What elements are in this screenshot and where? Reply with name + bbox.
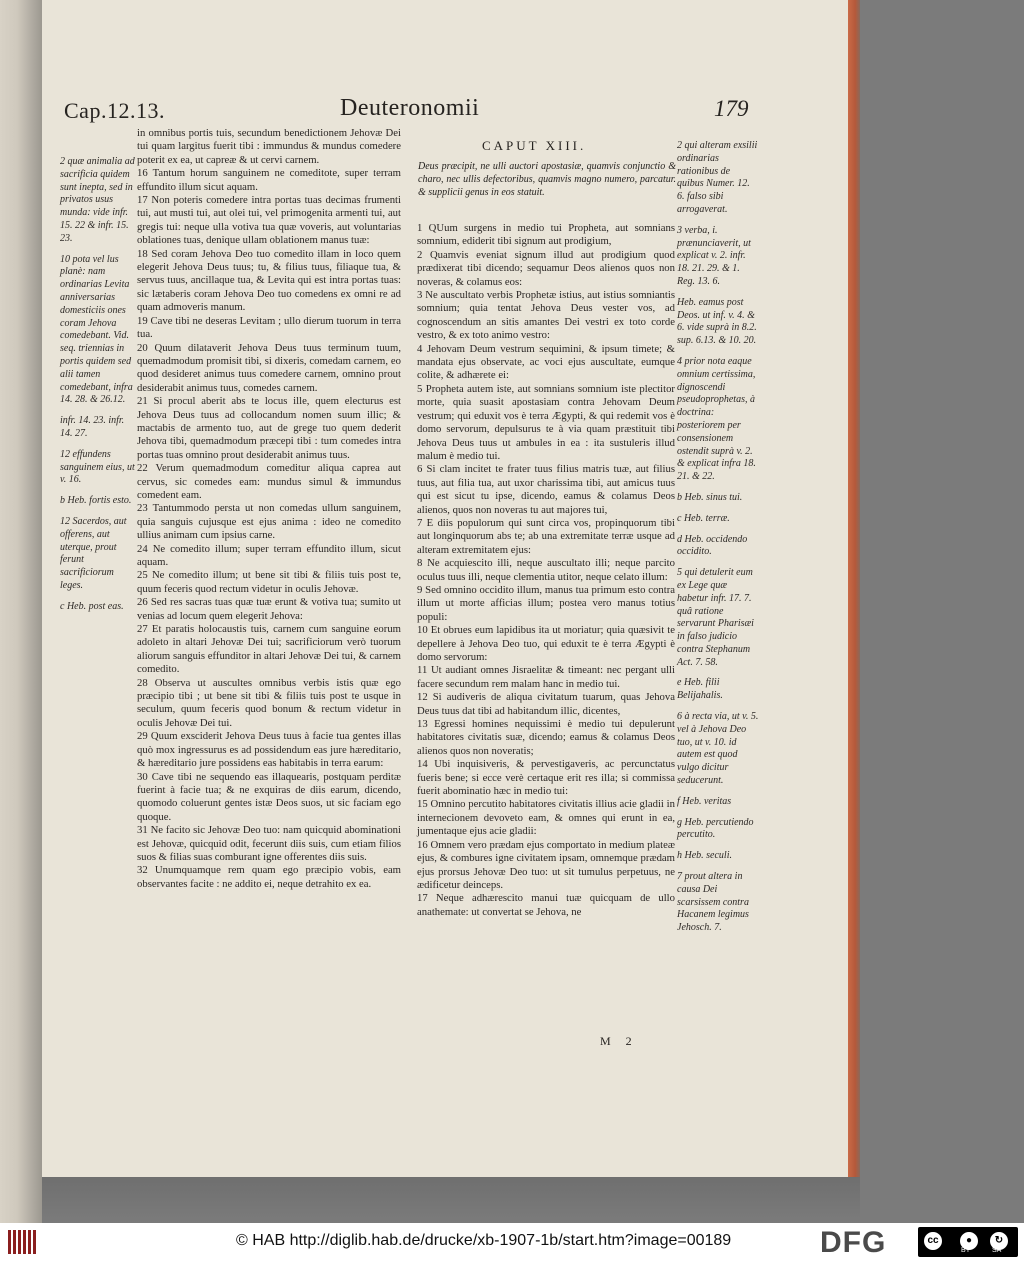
verse-paragraph: 24 Ne comedito illum; super terram effundito illum, sicut aquam. [137,542,401,568]
verse-paragraph: 12 Si audiveris de aliqua civitatum tuarum, quas Jehova Deus tuus dat tibi ad habitandum illic, dicentes, [417,691,675,717]
verse-paragraph: 32 Unumquamque rem quam ego præcipio vobis, eam observantes facite : ne addito ei, neque detrahito ex ea. [137,864,401,890]
verse-paragraph: 9 Sed omnino occidito illum, manus tua primum esto contra illum ut morte afficias illum; postea vero manus totius populi: [417,583,675,623]
sa-label: SA [992,1247,1002,1254]
scan-shadow [42,1177,860,1223]
verse-paragraph: 25 Ne comedito illum; ut bene sit tibi & filiis tuis post te, quum feceris quod rectum videtur in oculis Jehovæ. [137,569,401,595]
cc-icon: cc [922,1230,944,1252]
verse-paragraph: in omnibus portis tuis, secundum benedictionem Jehovæ Dei tui quam largitus fuerit tibi : immundus & mundus comedere poterit ex ea, ut capreæ & ut cervi carnem. [137,127,401,166]
chapter-summary: Deus præcipit, ne ulli auctori apostasiæ, quamvis conjunctio & charo, nec ullis defectoribus, quamvis magno numero, parcatur. & supplicii genus in eos statuit. [418,161,676,198]
verse-paragraph: 20 Quum dilataverit Jehova Deus tuus terminum tuum, quemadmodum promisit tibi, si dixeris, comedam carnem, eo quod desideret animus tuus comedere carnem, omnino prout desiderabit animus tuus, comedes carnem. [137,341,401,394]
margin-note: h Heb. seculi. [677,850,732,862]
margin-note: 10 pota vel lus planè: nam ordinarias Levita anniversarias domesticiis ones coram Jehova comedebant. Vid. seq. triennias in portis quidem sed alii tamen comedebant, infra 14. 28. & 26.12. [60,253,133,406]
verse-paragraph: 11 Ut audiant omnes Jisraelitæ & timeant: nec pergant ulli facere secundum rem malam hanc in medio tui. [417,664,675,690]
hab-logo-icon [6,1227,40,1257]
copyright-link[interactable]: © HAB http://diglib.hab.de/drucke/xb-1907-1b/start.htm?image=00189 [236,1232,732,1249]
right-margin-notes [677,140,759,943]
share-alike-icon: ↻ [988,1230,1010,1252]
margin-note: 2 qui alteram exsilii ordinarias rationibus de quibus Numer. 12. 6. falso sibi arrogaverat. [677,140,758,215]
verse-paragraph: 15 Omnino percutito habitatores civitatis illius acie gladii in internecionem devoveto eam, & omnes qui erunt in ea, jumentaque ejus acie gladii: [417,798,675,838]
verse-paragraph: 17 Neque adhærescito manui tuæ quicquam de ullo anathemate: ut convertat se Jehova, ne [417,892,675,918]
verse-paragraph: 26 Sed res sacras tuas quæ tuæ erunt & votiva tua; sumito ut venias ad locum quem elegerit Jehova: [137,596,401,622]
verse-paragraph: 22 Verum quemadmodum comeditur aliqua caprea aut cervus, sic comedes eam: mundus simul & immundus comedent eam. [137,462,401,501]
verse-paragraph: 29 Quum exsciderit Jehova Deus tuus à facie tua gentes illas quò mox ingressurus es ad possidendum eas jure hæreditario, & hæreditario jure possidens eas habitabis in terra earum: [137,730,401,770]
margin-note: 12 Sacerdos, aut offerens, aut uterque, prout ferunt sacrificiorum leges. [60,515,127,591]
signature-mark: M 2 [600,1034,638,1048]
verse-paragraph: 8 Ne acquiescito illi, neque auscultato illi; neque parcito oculus tuus illi, neque clementia utitor, neque celato illum: [417,557,675,583]
verse-paragraph: 7 E diis populorum qui sunt circa vos, propinquorum tibi aut longinquorum abs te; ab una extremitate terræ usque ad alteram extremitatem ejus: [417,516,675,556]
running-head-chapter: Cap.12.13. [64,98,165,123]
margin-note: 12 effundens sanguinem eius, ut v. 16. [60,448,135,486]
margin-note: 6 à recta via, ut v. 5. vel à Jehova Deo tuo, ut v. 10. id autem est quod vulgo dicitur seducerunt. [677,711,759,787]
verse-paragraph: 6 Si clam incitet te frater tuus filius matris tuæ, aut filius tuus, aut filia tua, aut uxor charissima tibi, aut amicus tuus qui est sicut tu ipse, dicendo, eamus & colamus Deos alienos, quos non noveras tu aut majores tui, [417,463,675,516]
margin-note: 2 quæ animalia ad sacrificia quidem sunt inepta, sed in privatos usus munda: vide infr. 15. 22 & infr. 15. 23. [60,156,135,244]
dfg-logo: DFG [820,1226,887,1259]
verse-paragraph: 30 Cave tibi ne sequendo eas illaquearis, postquam perditæ fuerint à facie tua; & ne exquiras de diis earum, dicendo, quomodo coluerunt gentes istæ Deos suos, ut sic faciam ego quoque. [137,770,401,823]
margin-note: b Heb. fortis esto. [60,495,132,507]
margin-note: 7 prout altera in causa Dei scarsissem contra Hacanem legimus Jehosch. 7. [677,871,749,934]
margin-note: e Heb. filii Belijahalis. [677,677,723,702]
verse-paragraph: 10 Et obrues eum lapidibus ita ut moriatur; quia quæsivit te depellere à Jehova Deo tuo, qui eduxit te è terra Ægypti è domo servorum: [417,624,675,663]
margin-note: c Heb. post eas. [60,600,124,612]
margin-note: 3 verba, i. prænunciaverit, ut explicat v. 2. infr. 18. 21. 29. & 1. Reg. 13. 6. [677,224,751,287]
by-label: BY [961,1247,971,1254]
verse-paragraph: 31 Ne facito sic Jehovæ Deo tuo: nam quicquid abominationi est Jehovæ, quicquid odit, fecerunt diis suis, cum etiam filios suos & filias suas comburant igne offerentes diis suis. [137,824,401,863]
verse-paragraph: 4 Jehovam Deum vestrum sequimini, & ipsum timete; & mandata ejus observate, ac voci ejus auscultate, eumque colite, & adhærete ei: [417,342,675,382]
verse-paragraph: 28 Observa ut auscultes omnibus verbis istis quæ ego præcipio tibi ; ut bene sit tibi & filiis tuis post te usque in seculum, quum feceris quod bonum & rectum videtur in oculis Jehovæ Dei tui. [137,676,401,729]
verse-paragraph: 3 Ne auscultato verbis Prophetæ istius, aut istius somniantis somnium; quia tentat Jehova Deus vester vos, ad cognoscendum an sitis amantes Dei vestri ex toto corde vestro, & ex toto animo vestro: [417,289,675,342]
verse-paragraph: 16 Omnem vero prædam ejus comportato in medium plateæ ejus, & combures igne civitatem ipsam, omnemque prædam ejus prorsus Jehovæ Deo tuo: ut sit tumulus perpetuus, ne ædificetur deinceps. [417,838,675,891]
verse-paragraph: 5 Propheta autem iste, aut somnians somnium iste plectitor morte, quia suasit apostasiam contra Jehovam Deum vestrum; qui eduxit vos è terra Ægypti, & qui redemit vos è domo servorum, depulsurus te à via quam præstituit tibi Jehova Deus tuus ut ambules in ea : ita sustuleris illud malum è medio tui. [417,382,675,462]
verse-paragraph: 13 Egressi homines nequissimi è medio tui depulerunt habitatores civitatis suæ, dicendo; eamus & colamus Deos alienos quos non noveratis; [417,718,675,757]
left-text-column [137,127,401,891]
verse-paragraph: 1 QUum surgens in medio tui Propheta, aut somnians somnium, ediderit tibi signum aut prodigium, [417,222,675,248]
verse-paragraph: 2 Quamvis eveniat signum illud aut prodigium quod prædixerat tibi dicendo; sequamur Deos alienos quos non noveras, & colamus eos: [417,248,675,288]
left-margin-notes [60,156,136,622]
margin-note: 4 prior nota eaque omnium certissima, dignoscendi pseudoprophetas, à doctrina: posteriorem per consensionem ostendit suprà v. 2. & explicat infra 18. 21. & 22. [677,355,756,483]
margin-note: c Heb. terræ. [677,512,730,524]
verse-paragraph: 23 Tantummodo persta ut non comedas ullum sanguinem, quia sanguis cujusque est ejus anima : ideo ne comedito ullius animam cum ipsius carne. [137,502,401,542]
by-person-icon: ● [958,1230,980,1252]
page-edge-trim [848,0,860,1177]
cc-license-badge[interactable] [918,1227,1018,1257]
facing-page-edge [0,0,42,1223]
margin-note: b Heb. sinus tui. [677,491,743,503]
footer-bar [0,1223,1024,1261]
verse-paragraph: 21 Si procul aberit abs te locus ille, quem electurus est Jehova Deus tuus ad collocandum nomen suum illic; & mactabis de armento tuo, aut de grege tuo quem dederit Jehova tibi, quemadmodum præcepi tibi : tum comedes intra portas tuas omnino prout desiderabit animus tuus. [137,395,401,461]
right-text-column [417,222,675,919]
verse-paragraph: 17 Non poteris comedere intra portas tuas decimas frumenti tui, aut musti tui, aut olei tui, vel primogenita armenti tui, aut gregis tui: neque ulla votiva tua quæ voveris, aut voluntarias oblationes tuas, denique ullam oblationem manus tuæ: [137,194,401,247]
running-head-book: Deuteronomii [340,95,480,121]
verse-paragraph: 27 Et paratis holocaustis tuis, carnem cum sanguine eorum adoleto in altari Jehovæ Dei tui; sacrificiorum verò tuorum aliorum sanguis effunditor in altari Jehovæ Dei tui, & carnem comedito. [137,623,401,676]
margin-note: g Heb. percutiendo percutito. [677,816,754,841]
margin-note: Heb. eamus post Deos. ut inf. v. 4. & 6. vide suprà in 8.2. sup. 6.13. & 10. 20. [677,296,757,347]
margin-note: d Heb. occidendo occidito. [677,533,748,558]
page-number: 179 [714,96,749,121]
margin-note: infr. 14. 23. infr. 14. 27. [60,415,125,439]
margin-note: f Heb. veritas [677,795,732,807]
margin-note: 5 qui detulerit eum ex Lege quæ habetur infr. 17. 7. quâ ratione servarunt Pharisæi in falso judicio contra Stephanum Act. 7. 58. [677,567,754,668]
verse-paragraph: 16 Tantum horum sanguinem ne comeditote, super terram effundito illum sicut aquam. [137,167,401,193]
verse-paragraph: 19 Cave tibi ne deseras Levitam ; ullo dierum tuorum in terra tua. [137,314,401,341]
verse-paragraph: 18 Sed coram Jehova Deo tuo comedito illam in loco quem elegerit Jehova Deus tuus; tu, & filius tuus, filiaque tua, & servus tuus, ancillaque tua, & Levita qui est intra portas tuas: sic lætaberis coram Jehova Deo tuo comedens ex omni re ad quam admoveris manum. [137,247,401,314]
verse-paragraph: 14 Ubi inquisiveris, & pervestigaveris, ac percunctatus fueris bene; si ecce verè certaque erit res illa; si commissa fuerit abominatio hæc in medio tui: [417,758,675,798]
chapter-title: CAPUT XIII. [482,138,587,153]
